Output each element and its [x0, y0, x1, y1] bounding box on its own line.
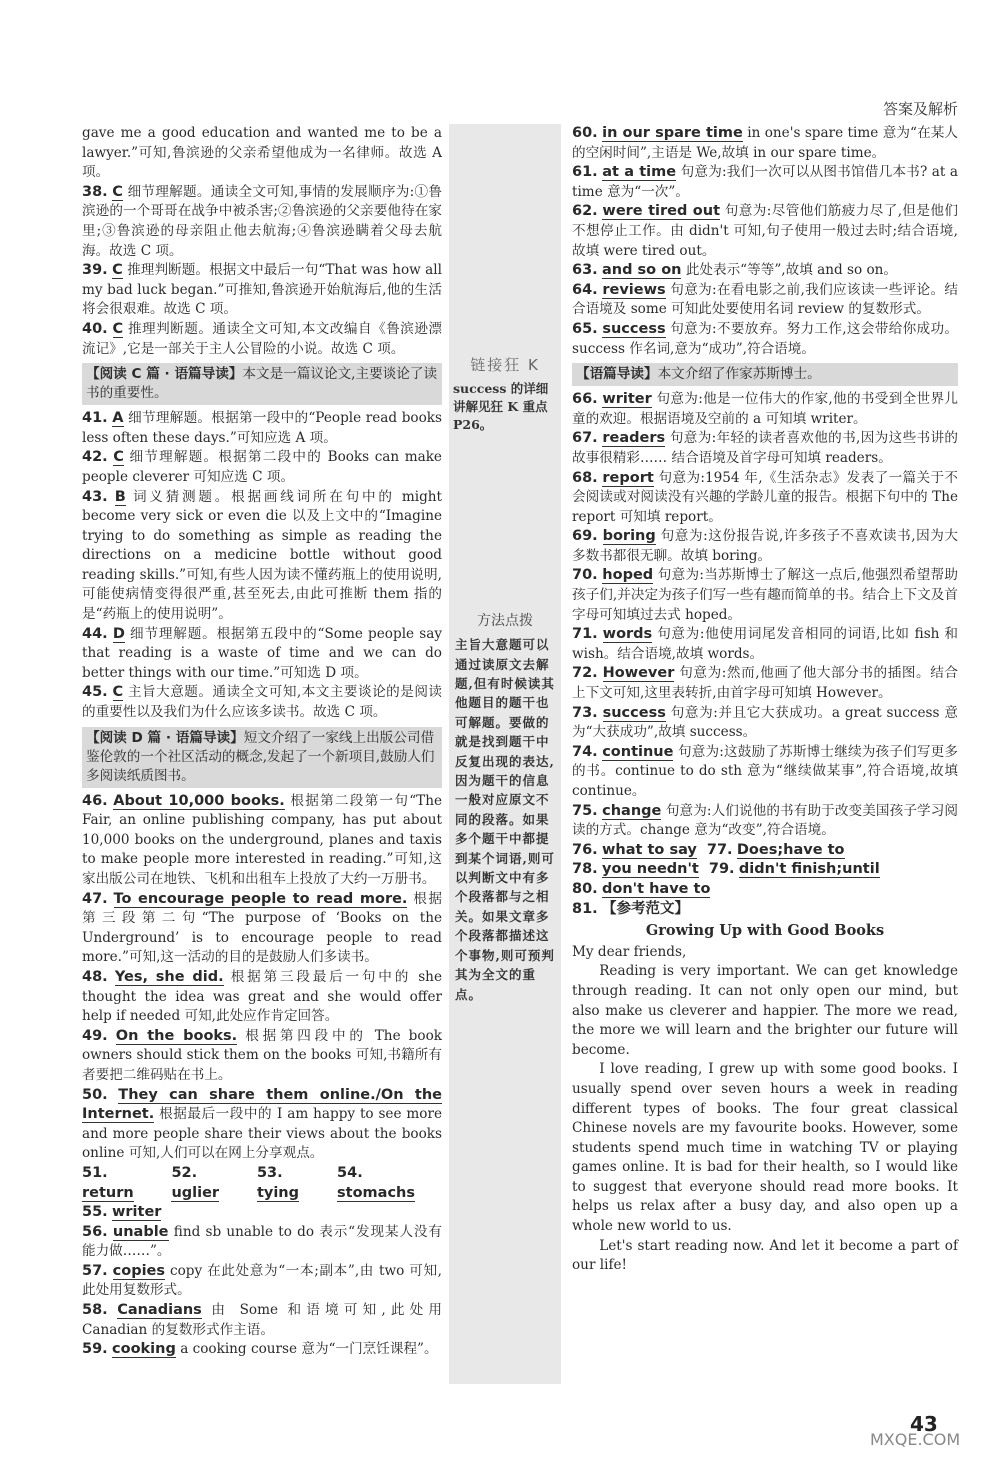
question-number: 68.: [572, 469, 598, 486]
answer-text: B: [114, 488, 126, 505]
answer-text: To encourage people to read more.: [113, 890, 408, 907]
right-column: [572, 124, 958, 1276]
explanation-text: 细节理解题。通读全文可知,事情的发展顺序为:①鲁滨逊的一个哥哥在战争中被杀害;②鲁滨逊的父亲要他待在家里;③鲁滨逊的母亲阻止他去航海;④鲁滨逊瞒着父母去航海。故选 C 项。: [82, 183, 442, 259]
question-number: 56.: [82, 1223, 108, 1240]
section-intro: [82, 727, 442, 788]
answer-text: don't have to: [602, 880, 711, 897]
question-number: 48.: [82, 968, 108, 985]
answer-text: writer: [112, 1204, 162, 1221]
answer-item: [82, 625, 442, 684]
question-number: 64.: [572, 281, 598, 298]
answer-row: [572, 841, 958, 861]
answer-item: [572, 860, 699, 880]
answer-text: copies: [112, 1262, 166, 1279]
question-number: 71.: [572, 626, 598, 643]
question-number: 57.: [82, 1262, 108, 1279]
answer-item: [572, 163, 958, 202]
question-number: 50.: [82, 1086, 108, 1103]
answer-item: [82, 792, 442, 890]
explanation-text: 根据第三段第二句“The purpose of ‘Books on the Underground’ is to encourage people to read more.”可知,这一活动的目的是鼓励人们多读书。: [82, 890, 442, 966]
question-number: 61.: [572, 164, 598, 181]
answer-item: [82, 320, 442, 359]
question-number: 58.: [82, 1302, 108, 1319]
answer-item: [82, 890, 442, 968]
answer-item: [337, 1164, 442, 1203]
question-number: 79.: [708, 861, 735, 878]
answer-text: They can share them online./On the Internet.: [82, 1086, 442, 1123]
answer-text: tying: [256, 1184, 300, 1201]
answer-item: [171, 1164, 247, 1203]
answer-item: [572, 320, 958, 359]
question-number: 70.: [572, 567, 598, 584]
explanation-text: 句意为:他是一位伟大的作家,他的书受到全世界儿童的欢迎。根据语境及空前的 a 可知填 writer。: [572, 391, 958, 427]
answer-text: change: [602, 802, 662, 819]
method-note-title: 方法点拨: [477, 612, 533, 629]
explanation-text: 句意为:我们一次可以从图书馆借几本书? at a time 意为“一次”。: [572, 164, 958, 200]
explanation-text: 句意为:然而,他画了他大部分书的插图。结合上下文可知,这里表转折,由首字母可知填 However。: [572, 665, 958, 702]
question-number: 76.: [572, 841, 598, 858]
answer-text: Does;have to: [736, 841, 845, 858]
essay-paragraph: I love reading, I grew up with some good books. I usually spend over seven hours a week in reading different types of books. The four great classical Chinese novels are my favourite books. However, some students spend much time in watching TV or playing games online. It is bad for their health, so I would like to suggest that everyone should read more books. It helps us relax after a busy day, and also open up a whole new world to us.: [572, 1061, 958, 1235]
question-number: 46.: [82, 792, 108, 809]
answer-item: [82, 1086, 442, 1164]
answer-text: and so on: [602, 262, 682, 279]
answer-item: [82, 1223, 442, 1262]
link-note-title: 链接狂 K: [470, 356, 540, 374]
answer-item: [257, 1164, 327, 1203]
answer-item: [82, 1262, 442, 1301]
explanation-text: 根据第四段中的 The book owners should stick them on the books 可知,书籍所有者要把二维码贴在书上。: [82, 1027, 442, 1083]
question-number: 42.: [82, 449, 108, 466]
answer-text: didn't finish;until: [738, 861, 880, 878]
explanation-text: 此处表示“等等”,故填 and so on。: [685, 262, 897, 279]
answer-item: [572, 469, 958, 528]
section-text: 本文介绍了作家苏斯博士。: [657, 366, 821, 383]
question-number: 69.: [572, 528, 598, 545]
section-intro: [572, 363, 958, 386]
explanation-text: gave me a good education and wanted me to be a lawyer.”可知,鲁滨逊的父亲希望他成为一名律师。故选 A 项。: [82, 125, 442, 181]
answer-text: report: [602, 469, 654, 486]
question-number: 72.: [572, 665, 598, 682]
answer-text: C: [112, 684, 124, 701]
answer-item: [82, 1027, 442, 1086]
explanation-text: 句意为:这份报告说,许多孩子不喜欢读书,因为大多数书都很无聊。故填 boring。: [572, 528, 958, 564]
answer-item: [82, 409, 442, 448]
answer-text: what to say: [602, 841, 697, 858]
answer-item: [82, 488, 442, 625]
link-note-text: success 的详细讲解见狂 K 重点 P26。: [453, 380, 549, 432]
answer-item: [82, 968, 442, 1027]
answer-item: [572, 527, 958, 566]
question-number: 47.: [82, 890, 108, 907]
answer-item: [82, 448, 442, 487]
answer-row: [572, 860, 958, 880]
answer-item: [572, 429, 958, 468]
answer-item: [572, 124, 958, 163]
explanation-text: 句意为:年轻的读者喜欢他的书,因为这些书讲的故事很精彩…… 结合语境及首字母可知填 readers。: [572, 430, 959, 466]
answer-item: [82, 683, 442, 722]
answer-text: On the books.: [115, 1027, 238, 1044]
answer-text: hoped: [602, 567, 654, 584]
explanation-text: 推理判断题。通读全文可知,本文改编自《鲁滨逊漂流记》,它是一部关于主人公冒险的小说。故选 C 项。: [82, 320, 442, 357]
answer-text: in our spare time: [602, 125, 743, 141]
question-number: 43.: [82, 488, 108, 505]
question-number: 54.: [337, 1164, 363, 1181]
explanation-text: 句意为:尽管他们筋疲力尽了,但是他们不想停止工作。由 didn't 可知,句子使用一般过去时;结合语境,故填 were tired out。: [572, 203, 959, 259]
explanation-text: 细节理解题。根据第二段中的 Books can make people cleverer 可知应选 C 项。: [82, 449, 442, 485]
explanation-text: 细节理解题。根据第一段中的“People read books less often these days.”可知应选 A 项。: [82, 410, 442, 446]
answer-item: [82, 124, 442, 183]
question-number: 39.: [82, 262, 108, 279]
essay-label-row: [572, 900, 958, 920]
answer-text: D: [112, 625, 125, 642]
question-number: 40.: [82, 320, 108, 337]
explanation-text: 句意为:并且它大获成功。a great success 意为“大获成功”,故填 success。: [572, 704, 958, 741]
explanation-text: 根据第二段第一句“The Fair, an online publishing company, has put about 10,000 books on the underground, planes and taxis to make people more interested in reading.”可知,这家出版公司在地铁、飞机和出租车上投放了大约一万册书。: [82, 792, 443, 887]
section-label: 【语篇导读】: [576, 366, 658, 383]
question-number: 49.: [82, 1027, 108, 1044]
answer-text: A: [112, 410, 124, 427]
question-number: 81.: [572, 900, 598, 917]
explanation-text: 根据最后一段中的 I am happy to see more and more people share their views about the books online 可知,人们可以在网上分享观点。: [82, 1106, 442, 1162]
answer-text: words: [602, 626, 653, 643]
explanation-text: 句意为:这鼓励了苏斯博士继续为孩子们写更多的书。continue to do sth 意为“继续做某事”,符合语境,故填 continue。: [572, 743, 958, 799]
question-number: 67.: [572, 430, 598, 447]
essay-paragraph: Reading is very important. We can get knowledge through reading. It can not only open our mind, but also make us cleverer and happier. The more we read, the more we will learn and the brighter our future will become.: [572, 963, 958, 1058]
question-number: 59.: [82, 1341, 108, 1358]
explanation-text: 句意为:人们说他的书有助于改变美国孩子学习阅读的方式。change 意为“改变”,符合语境。: [572, 802, 958, 839]
answer-item: [82, 1301, 442, 1340]
essay-label: 【参考范文】: [602, 900, 690, 917]
answer-text: cooking: [112, 1341, 176, 1358]
explanation-text: 推理判断题。根据文中最后一句“That was how all my bad luck began.”可推知,鲁滨逊开始航海后,他的生活将会很艰难。故选 C 项。: [82, 262, 442, 318]
question-number: 78.: [572, 861, 598, 878]
answer-item: [572, 566, 958, 625]
question-number: 45.: [82, 684, 108, 701]
section-text: 短文介绍了一家线上出版公司借鉴伦敦的一个社区活动的概念,发起了一个新项目,鼓励人们多阅读纸质图书。: [86, 729, 435, 784]
question-number: 77.: [706, 841, 733, 858]
section-intro: [82, 363, 442, 405]
question-number: 55.: [82, 1204, 108, 1221]
question-number: 38.: [82, 183, 108, 200]
explanation-text: copy 在此处意为“一本;副本”,由 two 可知,此处用复数形式。: [82, 1262, 442, 1299]
question-number: 52.: [171, 1164, 198, 1181]
answer-text: return: [82, 1184, 134, 1201]
answer-item: [707, 841, 845, 861]
answer-text: Canadians: [117, 1302, 202, 1319]
answer-text: readers: [602, 430, 666, 447]
question-number: 62.: [572, 203, 598, 220]
explanation-text: 句意为:在看电影之前,我们应该读一些评论。结合语境及 some 可知此处要使用名词 review 的复数形式。: [572, 281, 958, 318]
explanation-text: 句意为:当苏斯博士了解这一点后,他强烈希望帮助孩子们,并决定为孩子们写一些有趣而简单的书。结合上下文及首字母可知填过去式 hoped。: [572, 567, 958, 623]
question-number: 41.: [82, 410, 108, 427]
question-number: 73.: [572, 704, 598, 721]
answer-item: [572, 841, 697, 861]
side-notes-column: [449, 124, 561, 1384]
answer-item: [572, 281, 958, 320]
explanation-text: 句意为:他使用词尾发音相同的词语,比如 fish 和 wish。结合语境,故填 words。: [572, 626, 958, 662]
answer-text: writer: [602, 391, 652, 408]
answer-item: [572, 390, 958, 429]
answer-item: [82, 1164, 161, 1203]
question-number: 74.: [572, 743, 598, 760]
answer-item: [572, 261, 958, 281]
answer-text: C: [113, 449, 124, 466]
answer-text: C: [112, 320, 124, 337]
answer-item: [82, 1203, 442, 1223]
answer-text: were tired out: [602, 203, 721, 220]
answer-text: success: [602, 320, 666, 337]
answer-item: [82, 261, 442, 320]
explanation-text: 细节理解题。根据第五段中的“Some people say that reading is a waste of time and we can do better things with our time.”可知选 D 项。: [82, 625, 442, 681]
answer-item: [572, 880, 958, 900]
answer-text: continue: [602, 743, 674, 760]
question-number: 53.: [256, 1164, 283, 1181]
answer-text: stomachs: [337, 1184, 415, 1201]
answer-text: you needn't: [602, 861, 699, 878]
question-number: 75.: [572, 802, 598, 819]
answer-item: [572, 704, 958, 743]
answer-text: boring: [602, 528, 656, 545]
question-number: 60.: [572, 125, 598, 141]
answer-text: unable: [112, 1223, 169, 1240]
section-text: 本文是一篇议论文,主要谈论了读书的重要性。: [86, 366, 438, 402]
explanation-text: 词义猜测题。根据画线词所在句中的 might become very sick or even die 以及上文中的“Imagine trying to do something as simple as reading the directions on a medicine bottle without good reading skills.”可知,有些人因为读不懂药瓶上的使用说明,可能使病情变得很严重,甚至死去,由此可推断 them 指的是“药瓶上的使用说明”。: [82, 488, 442, 623]
question-number: 66.: [572, 391, 598, 408]
answer-text: uglier: [171, 1184, 220, 1201]
essay-greeting: My dear friends,: [572, 943, 687, 960]
explanation-text: 由 Some 和语境可知,此处用 Canadian 的复数形式作主语。: [82, 1302, 442, 1338]
essay-paragraph: Let's start reading now. And let it become a part of our life!: [572, 1237, 958, 1274]
page-number: 43: [910, 1412, 938, 1436]
answer-text: reviews: [602, 281, 666, 298]
answer-item: [572, 625, 958, 664]
answer-text: About 10,000 books.: [113, 792, 285, 809]
explanation-text: 句意为:不要放弃。努力工作,这会带给你成功。success 作名词,意为“成功”,符合语境。: [572, 320, 958, 357]
question-number: 51.: [82, 1164, 108, 1181]
watermark: MXQE.COM: [870, 1430, 961, 1449]
left-column: [82, 124, 442, 1360]
answer-item: [572, 202, 958, 261]
section-label: 【阅读 D 篇 · 语篇导读】: [86, 729, 244, 746]
question-number: 65.: [572, 320, 598, 337]
page-header: 答案及解析: [882, 100, 958, 118]
explanation-text: find sb unable to do 表示“发现某人没有能力做……”。: [82, 1223, 443, 1260]
explanation-text: in one's spare time 意为“在某人的空闲时间”,主语是 We,故填 in our spare time。: [572, 125, 958, 161]
question-number: 44.: [82, 625, 108, 642]
explanation-text: a cooking course 意为“一门烹饪课程”。: [180, 1341, 438, 1358]
answer-text: at a time: [602, 164, 677, 181]
method-note-text: 主旨大意题可以通过读原文去解题,但有时候读其他题目的题干也可解题。要做的就是找到题干中反复出现的表达,因为题干的信息一般对应原文不同的段落。如果多个题干中都提到某个词语,则可以判断文中有多个段落都与之相关。如果文章多个段落都描述这个事物,则可预判其为全文的重点。: [455, 637, 555, 1002]
answer-item: [572, 802, 958, 841]
section-label: 【阅读 C 篇 · 语篇导读】: [86, 366, 243, 383]
question-number: 80.: [572, 880, 598, 897]
answer-text: Yes, she did.: [114, 968, 224, 985]
question-number: 63.: [572, 262, 598, 279]
answer-item: [572, 743, 958, 802]
answer-row: [82, 1164, 442, 1203]
answer-item: [82, 1340, 442, 1360]
answer-text: C: [112, 262, 123, 279]
essay-title: Growing Up with Good Books: [645, 922, 885, 940]
answer-item: [572, 664, 958, 703]
answer-item: [709, 860, 880, 880]
explanation-text: 句意为:1954 年,《生活杂志》发表了一篇关于不会阅读或对阅读没有兴趣的学龄儿童的报告。根据下句中的 The report 可知填 report。: [572, 469, 959, 525]
answer-text: However: [602, 665, 675, 682]
answer-text: C: [112, 183, 123, 200]
answer-item: [82, 183, 442, 261]
answer-text: success: [602, 704, 666, 721]
explanation-text: 主旨大意题。通读全文可知,本文主要谈论的是阅读的重要性以及我们为什么应该多读书。故选 C 项。: [82, 684, 442, 721]
explanation-text: 根据第三段最后一句中的 she thought the idea was great and she would offer help if needed 可知,此处应作肯定回答。: [82, 968, 442, 1025]
